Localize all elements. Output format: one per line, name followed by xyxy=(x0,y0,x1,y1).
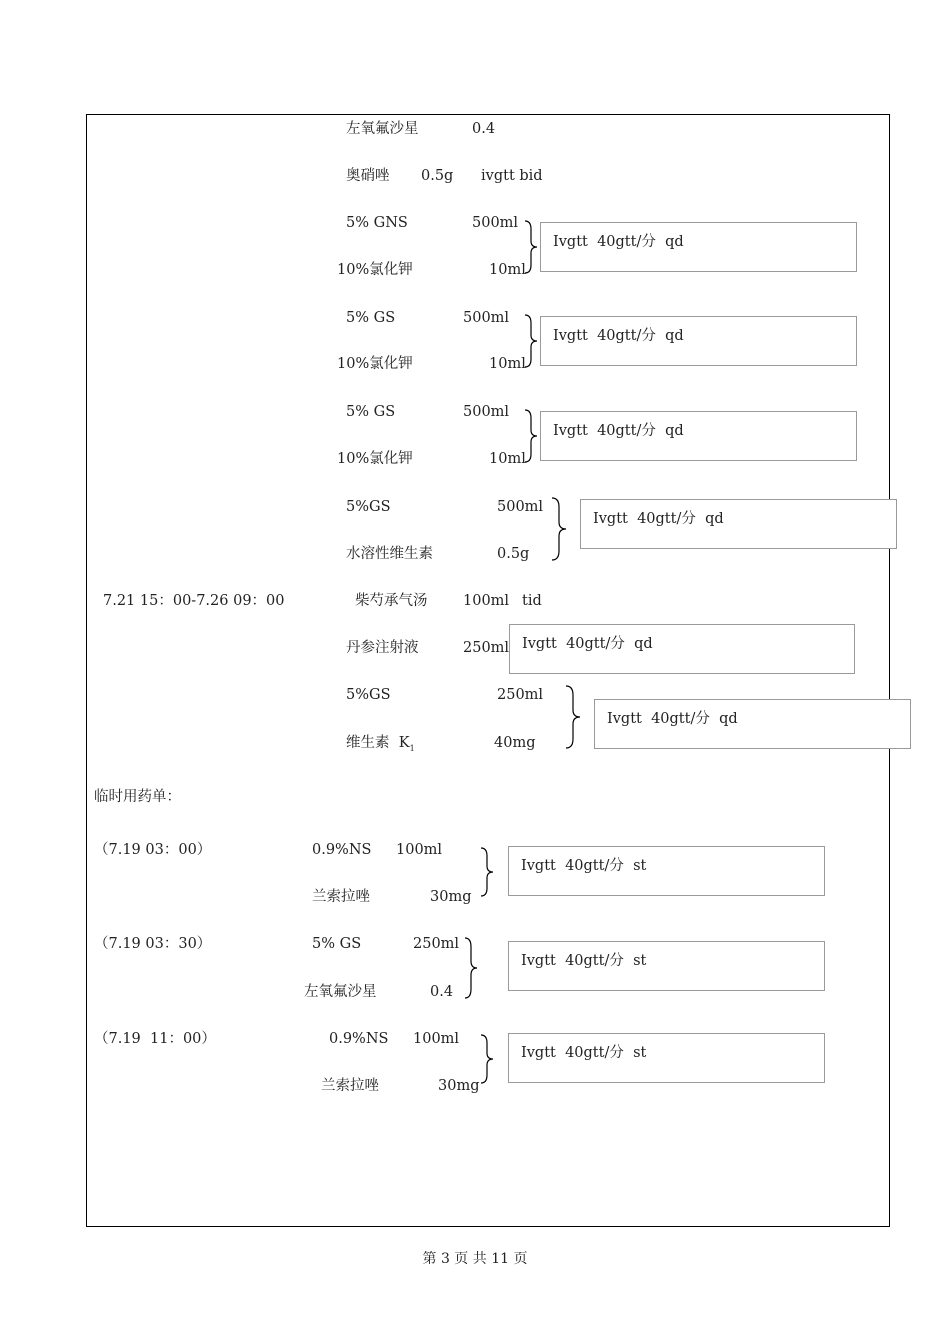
drug-dose: 0.4 xyxy=(430,984,454,1000)
order-time: （7.19 11：00） xyxy=(94,1031,216,1047)
order-text: Ivgtt 40gtt/分 qd xyxy=(593,511,724,527)
drug-dose: 100ml xyxy=(413,1031,460,1047)
order-text: Ivgtt 40gtt/分 qd xyxy=(553,328,684,344)
order-time: （7.19 03：30） xyxy=(94,936,212,952)
drug-dose: 30mg xyxy=(438,1078,480,1094)
curly-brace xyxy=(479,1033,497,1085)
order-text: Ivgtt 40gtt/分 qd xyxy=(553,234,684,250)
drug-dose: 500ml xyxy=(497,499,544,515)
order-box xyxy=(580,499,897,549)
drug-name xyxy=(346,734,415,758)
order-text: Ivgtt 40gtt/分 qd xyxy=(553,423,684,439)
drug-name: 5%GS xyxy=(346,687,391,703)
section-title: 临时用药单： xyxy=(94,789,181,805)
drug-name: 左氧氟沙星 xyxy=(304,984,377,1000)
drug-name: 5% GS xyxy=(346,310,396,326)
drug-route: ivgtt bid xyxy=(481,168,543,184)
drug-dose: 500ml xyxy=(463,310,510,326)
curly-brace xyxy=(523,408,541,464)
drug-dose: 250ml xyxy=(413,936,460,952)
drug-name: 0.9%NS xyxy=(312,842,372,858)
curly-brace xyxy=(523,219,541,275)
order-text: Ivgtt 40gtt/分 st xyxy=(521,953,647,969)
drug-name: 水溶性维生素 xyxy=(346,546,433,562)
order-box xyxy=(540,222,857,272)
drug-name: 10%氯化钾 xyxy=(337,356,413,372)
drug-name: 5%GS xyxy=(346,499,391,515)
drug-dose: 0.5g xyxy=(421,168,454,184)
order-box xyxy=(508,846,825,896)
drug-dose: 100ml xyxy=(396,842,443,858)
drug-name: 丹参注射液 xyxy=(346,640,419,656)
drug-name: 5% GS xyxy=(346,404,396,420)
drug-dose: 40mg xyxy=(494,735,536,751)
curly-brace xyxy=(479,846,497,898)
drug-dose: 500ml xyxy=(472,215,519,231)
curly-brace xyxy=(564,684,584,750)
drug-dose: 10ml xyxy=(489,356,526,372)
order-box xyxy=(540,316,857,366)
page-footer: 第 3 页 共 11 页 xyxy=(422,1251,528,1267)
order-box xyxy=(540,411,857,461)
curly-brace xyxy=(523,313,541,369)
drug-dose: 100ml xyxy=(463,593,510,609)
drug-name: 柴芍承气汤 xyxy=(355,593,428,609)
curly-brace xyxy=(550,496,570,562)
drug-dose: 10ml xyxy=(489,262,526,278)
order-text: Ivgtt 40gtt/分 qd xyxy=(607,711,738,727)
order-box xyxy=(508,1033,825,1083)
drug-name-text: 维生素 K xyxy=(346,735,410,751)
order-text: Ivgtt 40gtt/分 qd xyxy=(522,636,653,652)
order-text: Ivgtt 40gtt/分 st xyxy=(521,858,647,874)
order-box xyxy=(594,699,911,749)
drug-name: 5% GNS xyxy=(346,215,408,231)
order-box xyxy=(508,941,825,991)
drug-name: 兰索拉唑 xyxy=(312,889,370,905)
drug-subscript: 1 xyxy=(409,743,415,753)
drug-name: 0.9%NS xyxy=(329,1031,389,1047)
curly-brace xyxy=(463,936,481,1000)
drug-dose: 250ml xyxy=(463,640,510,656)
order-box xyxy=(509,624,855,674)
period-time: 7.21 15：00-7.26 09：00 xyxy=(103,593,285,609)
drug-name: 10%氯化钾 xyxy=(337,262,413,278)
drug-name: 10%氯化钾 xyxy=(337,451,413,467)
drug-dose: 0.5g xyxy=(497,546,530,562)
drug-dose: 250ml xyxy=(497,687,544,703)
drug-dose: 500ml xyxy=(463,404,510,420)
drug-frequency: tid xyxy=(522,593,542,609)
drug-dose: 10ml xyxy=(489,451,526,467)
order-text: Ivgtt 40gtt/分 st xyxy=(521,1045,647,1061)
drug-name: 左氧氟沙星 xyxy=(346,121,419,137)
drug-name: 奥硝唑 xyxy=(346,168,390,184)
order-time: （7.19 03：00） xyxy=(94,842,212,858)
drug-name: 5% GS xyxy=(312,936,362,952)
drug-dose: 30mg xyxy=(430,889,472,905)
drug-name: 兰索拉唑 xyxy=(321,1078,379,1094)
drug-dose: 0.4 xyxy=(472,121,496,137)
